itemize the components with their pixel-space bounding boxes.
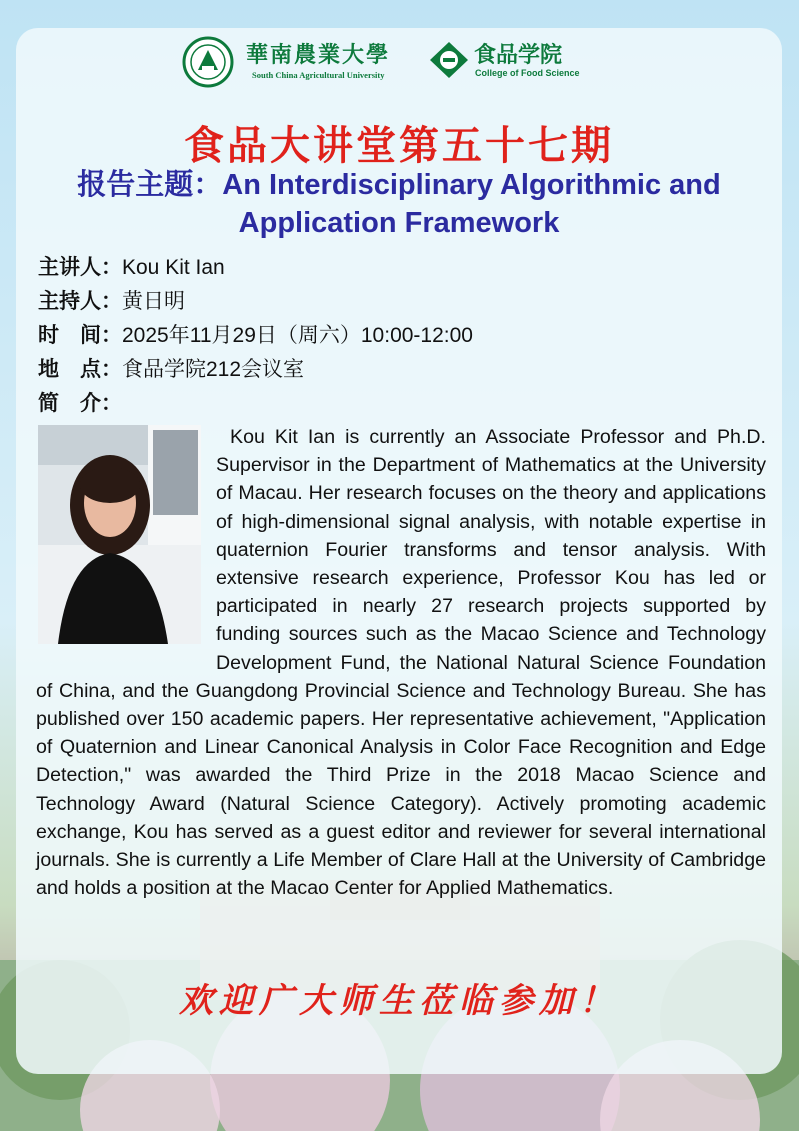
speaker-label: 主讲人： <box>38 255 122 279</box>
place-row <box>38 352 758 386</box>
host-row <box>38 284 758 318</box>
scau-emblem-icon <box>182 36 234 88</box>
college-name-en: College of Food Science <box>475 68 580 78</box>
header-logos <box>16 28 782 88</box>
place-value: 食品学院212会议室 <box>122 358 305 381</box>
biography-text: Kou Kit Ian is currently an Associate Professor and Ph.D. Supervisor in the Department of Mathematics at the University of Macau. Her research focuses on the theory and applications of high-dimensional signal analysis, with notable expertise in quaternion Fourier transforms and tensor analysis. With extensive research experience, Professor Kou has led or participated in nearly 27 research projects supported by funding sources such as the Macao Science and Technology Development Fund, the National Natural Science Foundation of China, and the Guangdong Provincial Science and Technology Bureau. She has published over 150 academic papers. Her representative achievement, "Application of Quaternion and Linear Canonical Analysis in Color Face Recognition and Edge Detection," was awarded the Third Prize in the 2018 Macao Science and Technology Award (Natural Science Category). Actively promoting academic exchange, Kou has served as a guest editor and reviewer for several international journals. She is currently a Life Member of Clare Hall at the University of Cambridge and holds a position at the Macao Center for Applied Mathematics. <box>36 426 766 900</box>
host-name: 黄日明 <box>122 290 185 313</box>
intro-label: 简 介： <box>38 391 122 415</box>
report-topic: 报告主题：An Interdisciplinary Algorithmic and Application Framework <box>77 169 721 239</box>
poster-card <box>16 28 782 1074</box>
food-college-logo-icon <box>428 40 470 80</box>
intro-row <box>38 386 758 420</box>
time-value: 2025年11月29日（周六）10:00-12:00 <box>122 324 473 347</box>
time-row <box>38 318 758 352</box>
time-label: 时 间： <box>38 323 122 347</box>
speaker-biography <box>36 423 766 902</box>
speaker-name: Kou Kit Ian <box>122 256 225 279</box>
host-label: 主持人： <box>38 289 122 313</box>
photo-spacer <box>36 423 216 649</box>
university-name-en: South China Agricultural University <box>252 70 385 80</box>
university-name-cn: 華南農業大學 <box>246 42 391 68</box>
welcome-slogan: 欢迎广大师生莅临参加！ <box>179 981 619 1021</box>
lecture-info <box>38 250 758 420</box>
lecture-title: 食品大讲堂第五十七期 <box>184 122 614 169</box>
college-name-cn: 食品学院 <box>474 43 563 68</box>
place-label: 地 点： <box>38 357 122 381</box>
speaker-row <box>38 250 758 284</box>
